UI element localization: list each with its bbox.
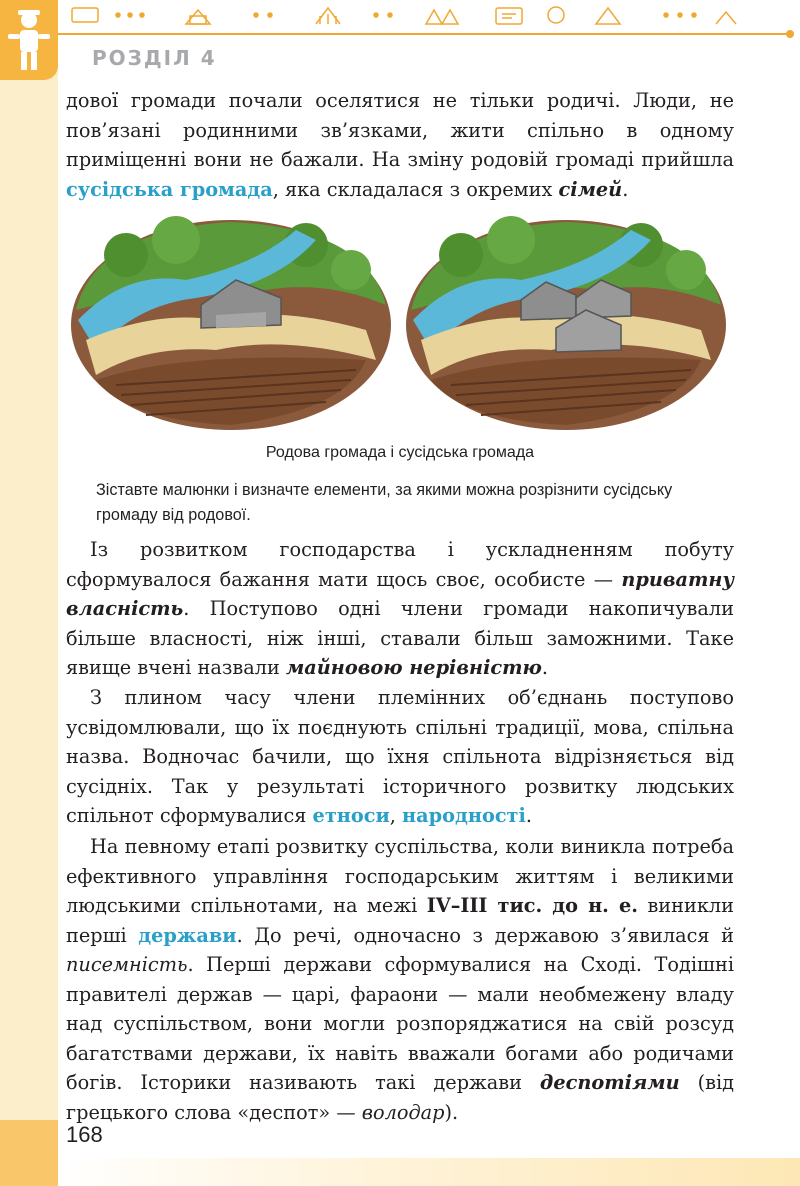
ethnos-text-2: . <box>525 804 532 827</box>
term-property-inequality: майновою нерівністю <box>285 656 542 679</box>
states-text-6: ). <box>444 1100 459 1124</box>
term-writing: писемність <box>66 953 188 976</box>
property-paragraph <box>66 535 734 683</box>
property-text-2: . Поступово одні члени громади накопичували більше власності, ніж інші, ставали більш заможними. Таке явище вчені назвали <box>66 597 734 679</box>
figure-task: Зіставте малюнки і визначте елементи, за якими можна розрізнити сусідську громаду від родової. <box>96 481 673 524</box>
intro-text-3: . <box>622 177 629 201</box>
property-text-1: Із розвитком господарства і ускладненням побуту сформувалося бажання мати щось своє, особисте — <box>66 538 734 591</box>
term-neighbor-community: сусідська громада <box>66 177 273 201</box>
term-states: держави <box>138 923 237 947</box>
ethnos-text-1: З плином часу члени племінних об’єднань поступово усвідомлювали, що їх поєднують спільні традиції, мова, спільна назва. Водночас бачили, що їхня спільнота відрізняється від сусідніх. Так у результаті історичного розвитку людських спільнот сформувалися <box>66 686 734 827</box>
term-nations: народності <box>402 804 526 827</box>
term-ruler: володар <box>361 1100 445 1124</box>
states-paragraph <box>66 832 734 1127</box>
clan-community-illustration <box>71 216 391 430</box>
community-illustration <box>66 210 734 435</box>
term-private-property: приватну власність <box>66 567 734 620</box>
chapter-badge <box>0 0 58 80</box>
term-families: сімей <box>558 177 623 201</box>
term-despotism: деспотіями <box>539 1071 680 1094</box>
ethnos-paragraph <box>66 683 734 831</box>
page-number: 168 <box>66 1122 103 1147</box>
ethnos-separator: , <box>389 804 403 827</box>
intro-text-1: дової громади почали оселятися не тільки родичі. Люди, не пов’язані родинними зв’язками, жити спільно в одному приміщенні вони не бажали. На зміну родовій громаді прийшла <box>66 89 734 171</box>
states-text-3: . До речі, одночасно з державою з’явилася й <box>236 923 735 947</box>
explorer-icon <box>0 0 58 80</box>
states-text-2: виникли перші <box>66 894 735 947</box>
neighbor-community-illustration <box>406 216 726 430</box>
header-icon-strip <box>66 2 756 30</box>
term-date: IV–III тис. до н. е. <box>426 894 638 917</box>
footer-band <box>58 1158 800 1186</box>
states-text-4: . Перші держави сформувалися на Сході. Тодішні правителі держав — царі, фараони — мали необмежену владу над суспільством, вони могли розпоряджатися на свій розсуд багатствами держави, їх навіть вважали богами або родичами богів. Історики називають такі держави <box>66 953 734 1094</box>
header-rule-dot <box>786 30 794 38</box>
figure-caption: Родова громада і сусідська громада <box>265 444 535 461</box>
chapter-label: РОЗДІЛ 4 <box>92 46 217 70</box>
intro-text-2: , яка складалася з окремих <box>272 177 559 201</box>
states-text-5: (від грецького слова «деспот» — <box>66 1071 734 1124</box>
states-text-1: На певному етапі розвитку суспільства, коли виникла потреба ефективного управління господарським життям і великими людськими спільнотами, на межі <box>66 835 734 917</box>
header-rule <box>58 33 790 35</box>
intro-paragraph <box>66 86 734 204</box>
term-ethnos: етноси <box>312 804 390 827</box>
left-margin-bar <box>0 40 58 1186</box>
left-margin-bar-bottom <box>0 1120 58 1186</box>
property-text-3: . <box>541 656 549 679</box>
